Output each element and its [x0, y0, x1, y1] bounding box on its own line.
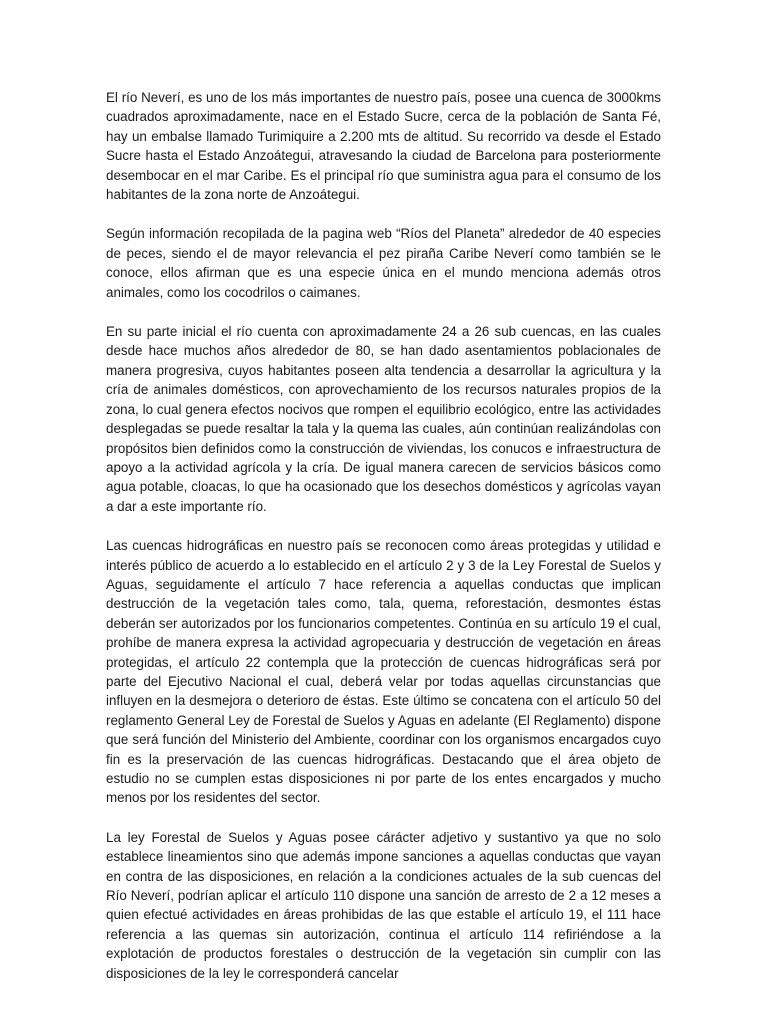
paragraph-ley-forestal: La ley Forestal de Suelos y Aguas posee cárácter adjetivo y sustantivo ya que no solo establece lineamientos sino que además impone sanciones a aquellas conductas que vayan en contra de las disposiciones, en relación a la condiciones actuales de la sub cuencas del Río Neverí, podrían aplicar el artículo 110 dispone una sanción de arresto de 2 a 12 meses a quien efectué actividades en áreas prohibidas de las que estable el artículo 19, el 111 hace referencia a las quemas sin autorización, continua el artículo 114 refiriéndose a la explotación de productos forestales o destrucción de la vegetación sin cumplir con las disposiciones de la ley le corresponderá cancelar — [106, 829, 661, 981]
paragraph-cuencas-hidrograficas: Las cuencas hidrográficas en nuestro país se reconocen como áreas protegidas y utilidad e interés público de acuerdo a lo establecido en el artículo 2 y 3 de la Ley Forestal de Suelos y Aguas, seguidamente el artículo 7 hace referencia a aquellas conductas que implican destrucción de la vegetación tales como, tala, quema, reforestación, desmontes éstas deberán ser autorizados por los funcionarios competentes. Continúa en su artículo 19 el cual, prohíbe de manera expresa la actividad agropecuaria y destrucción de vegetación en áreas protegidas, el artículo 22 contempla que la protección de cuencas hidrográficas será por parte del Ejecutivo Nacional el cual, deberá velar por todas aquellas circunstancias que influyen en la desmejora o deterioro de éstas. Este último se concatena con el artículo 50 del reglamento General Ley de Forestal de Suelos y Aguas en adelante (El Reglamento) dispone que será función del Ministerio del Ambiente, coordinar con los organismos encargados cuyo fin es la preservación de las cuencas hidrográficas. Destacando que el área objeto de estudio no se cumplen estas disposiciones ni por parte de los entes encargados y mucho menos por los residentes del sector. — [106, 538, 661, 806]
document-page — [106, 88, 661, 983]
paragraph-especies: Según información recopilada de la pagina web “Ríos del Planeta” alrededor de 40 especies de peces, siendo el de mayor relevancia el pez piraña Caribe Neverí como también se le conoce, ellos afirman que es una especie única en el mundo menciona además otros animales, como los cocodrilos o caimanes. — [106, 226, 661, 300]
paragraph-sub-cuencas: En su parte inicial el río cuenta con aproximadamente 24 a 26 sub cuencas, en las cuales desde hace muchos años alrededor de 80, se han dado asentamientos poblacionales de manera progresiva, cuyos habitantes poseen alta tendencia a desarrollar la agricultura y la cría de animales domésticos, con aprovechamiento de los recursos naturales propios de la zona, lo cual genera efectos nocivos que rompen el equilibrio ecológico, entre las actividades desplegadas se puede resaltar la tala y la quema las cuales, aún continúan realizándolas con propósitos bien definidos como la construcción de viviendas, los conucos e infraestructura de apoyo a la actividad agrícola y la cría. De igual manera carecen de servicios básicos como agua potable, cloacas, lo que ha ocasionado que los desechos domésticos y agrícolas vayan a dar a este importante río. — [106, 324, 661, 514]
paragraph-rio-neveri-intro: El río Neverí, es uno de los más importantes de nuestro país, posee una cuenca de 3000kms cuadrados aproximadamente, nace en el Estado Sucre, cerca de la población de Santa Fé, hay un embalse llamado Turimiquire a 2.200 mts de altitud. Su recorrido va desde el Estado Sucre hasta el Estado Anzoátegui, atravesando la ciudad de Barcelona para posteriormente desembocar en el mar Caribe. Es el principal río que suministra agua para el consumo de los habitantes de la zona norte de Anzoátegui. — [106, 90, 661, 203]
